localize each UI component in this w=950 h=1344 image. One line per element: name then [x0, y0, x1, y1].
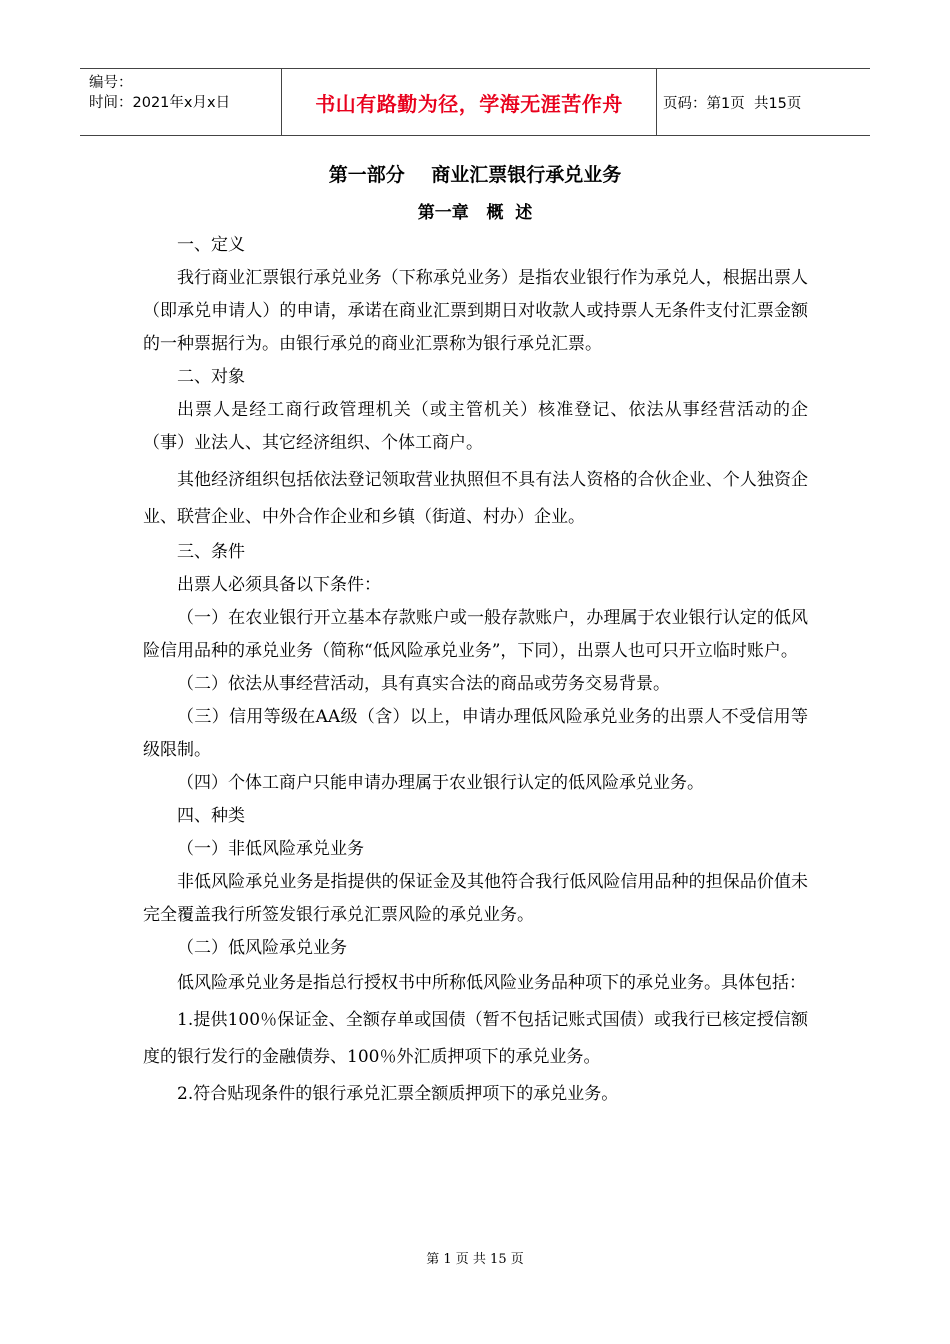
heading-conditions: 三、条件 [177, 542, 245, 562]
paragraph: （一）在农业银行开立基本存款账户或一般存款账户，办理属于农业银行认定的低风险信用品种的承兑业务（简称“低风险承兑业务”，下同），出票人也可只开立临时账户。 [143, 608, 808, 661]
motto: 书山有路勤为径，学海无涯苦作舟 [281, 69, 657, 135]
subheading: （二）低风险承兑业务 [177, 938, 347, 958]
paragraph: 我行商业汇票银行承兑业务（下称承兑业务）是指农业银行作为承兑人，根据出票人（即承兑申请人）的申请，承诺在商业汇票到期日对收款人或持票人无条件支付汇票金额的一种票据行为。由银行承兑的商业汇票称为银行承兑汇票。 [143, 268, 808, 354]
paragraph: 低风险承兑业务是指总行授权书中所称低风险业务品种项下的承兑业务。具体包括： [177, 973, 806, 993]
paragraph: （三）信用等级在AA级（含）以上，申请办理低风险承兑业务的出票人不受信用等级限制。 [143, 707, 808, 760]
number-label: 编号： [89, 75, 133, 91]
page-footer: 第 1 页 共 15 页 [426, 1252, 524, 1267]
heading-object: 二、对象 [177, 367, 245, 387]
header-meta [80, 69, 281, 135]
paragraph: （四）个体工商户只能申请办理属于农业银行认定的低风险承兑业务。 [177, 773, 704, 793]
paragraph: 非低风险承兑业务是指提供的保证金及其他符合我行低风险信用品种的担保品价值未完全覆盖我行所签发银行承兑汇票风险的承兑业务。 [143, 872, 808, 925]
paragraph: 出票人是经工商行政管理机关（或主管机关）核准登记、依法从事经营活动的企（事）业法人、其它经济组织、个体工商户。 [143, 400, 808, 453]
list-item: 2.符合贴现条件的银行承兑汇票全额质押项下的承兑业务。 [177, 1084, 619, 1104]
chapter-title: 第一章 概 述 [417, 203, 533, 223]
time-label: 时间：2021年x月x日 [89, 95, 231, 111]
heading-definition: 一、定义 [177, 235, 245, 255]
paragraph: 其他经济组织包括依法登记领取营业执照但不具有法人资格的合伙企业、个人独资企业、联营企业、中外合作企业和乡镇（街道、村办）企业。 [143, 470, 808, 527]
heading-types: 四、种类 [177, 806, 245, 826]
paragraph: （二）依法从事经营活动，具有真实合法的商品或劳务交易背景。 [177, 674, 670, 694]
subheading: （一）非低风险承兑业务 [177, 839, 364, 859]
list-item: 1.提供100％保证金、全额存单或国债（暂不包括记账式国债）或我行已核定授信额度的银行发行的金融债券、100％外汇质押项下的承兑业务。 [143, 1010, 808, 1067]
page-info-cell [657, 69, 870, 135]
page-info: 页码：第1页 共15页 [663, 95, 802, 112]
paragraph: 出票人必须具备以下条件： [177, 575, 381, 595]
header-table [80, 68, 870, 136]
part-title: 第一部分 商业汇票银行承兑业务 [328, 164, 622, 186]
document-body [143, 229, 808, 1113]
